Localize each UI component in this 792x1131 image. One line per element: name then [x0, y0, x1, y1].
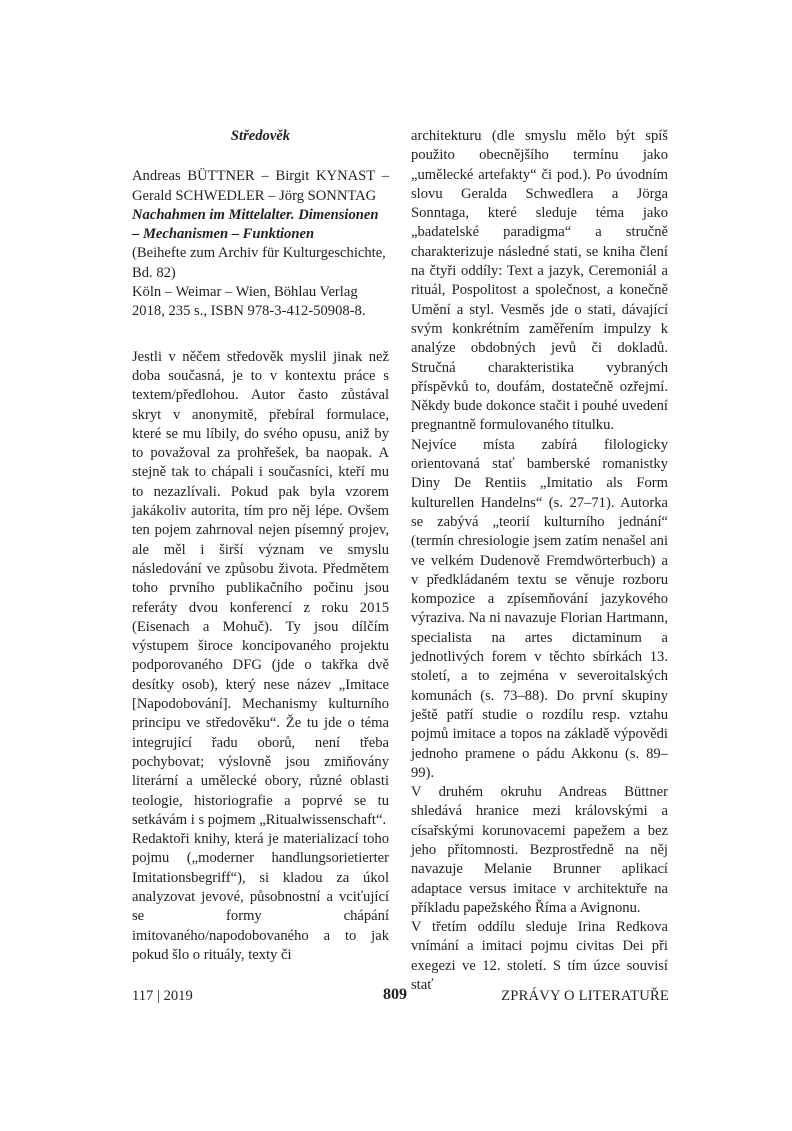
- book-title: Nachahmen im Mittelalter. Dimensionen – Mechanismen – Funktionen: [132, 206, 379, 243]
- book-authors: Andreas BÜTTNER – Birgit KYNAST – Gerald SCHWEDLER – Jörg SONNTAG: [132, 168, 389, 204]
- paragraph: architekturu (dle smyslu mělo být spíš použito obecnějšího termínu jako „umělecké artefakty“ či pod.). Po úvodním slovu Geralda Schwedlera a Jörga Sonntaga, které sleduje téma jako „badatelské paradigma“ a stručně charakterizuje následné stati, se kniha člení na čtyři oddíly: Text a jazyk, Ceremoniál a rituál, Pospolitost a společnost, a konečně Umění a styl. Vesměs jde o stati, dávající svým konkrétním zaměřením impulzy k analýze obdobných jevů či dokladů. Stručná charakteristika vybraných příspěvků to, doufám, dostatečně ozřejmí. Někdy bude dokonce stačit i pouhé uvedení pregnantně formulovaného titulku.: [411, 128, 668, 434]
- paragraph: Redaktoři knihy, která je materializací toho pojmu („moderner handlungsorietierter Imitationsbegriff“), si kladou za úkol analyzovat jevové, působnostní a vciťující se formy chápání imitovaného/napodobovaného a to jak pokud šlo o rituály, texty či: [132, 831, 389, 963]
- issue-folio: 117 | 2019: [132, 988, 193, 1004]
- paragraph: Nejvíce místa zabírá filologicky orientovaná stať bamberské romanistky Diny De Rentiis „Imitatio als Form kulturellen Handelns“ (s. 27–71). Autorka se zabývá „teorií kulturního jednání“ (termín chresiologie jsem zatím nenašel ani ve velkém Dudenově Fremdwörterbuch) a v předkládaném textu se věnuje rozboru kompozice a zpísemňování jazykového výraziva. Na ni navazuje Florian Hartmann, specialista na artes dictaminum a jednotlivých forem v těchto sbírkách 13. století, a to zejména v severoitalských komunách (s. 73–88). Do první skupiny ještě patří studie o rozdílu resp. vztahu pojmů imitace a topos na základě výpovědi jednoho pramene o pádu Akkonu (s. 89–99).: [411, 436, 668, 781]
- paragraph: V druhém okruhu Andreas Büttner shledává hranice mezi královskými a císařskými korunovacemi papežem a bez jeho přítomnosti. Bezprostředně na něj navazuje Melanie Brunner aplikací adaptace versus imitace v architektuře na příkladu papežského Říma a Avignonu.: [411, 784, 668, 916]
- right-column: [411, 127, 668, 995]
- journal-name: ZPRÁVY O LITERATUŘE: [501, 988, 669, 1004]
- left-column: [132, 127, 389, 965]
- page-number: 809: [383, 986, 407, 1003]
- paragraph: Jestli v něčem středověk myslil jinak než doba současná, je to v kontextu práce s textem/předlohou. Autor často zůstával skryt v anonymitě, přebíral formulace, které se mu líbily, do svého opusu, aniž by to považoval za prohřešek, ba naopak. A stejně tak to chápali i současníci, kteří mu to nezazlívali. Pokud pak byla vzorem jakákoliv autorita, tím pro něj lépe. Ovšem ten pojem zahrnoval nejen písemný projev, ale měl i širší význam ve smyslu následování ve způsobu života. Předmětem toho prvního publikačního počinu jsou referáty dvou konferencí z roku 2015 (Eisenach a Mohuč). Ty jsou dílčím výstupem široce koncipovaného projektu podporovaného DFG (jde o takřka dvě desítky osob), který nese název „Imitace [Napodobování]. Mechanismy kulturního principu ve středověku“. Že tu jde o téma integrující řadu oborů, není třeba pochybovat; výslovně jsou zmiňovány literární a umělecké obory, různé oblasti teologie, historiografie a poprvé se tu setkávám i s pojmem „Ritualwissenschaft“.: [132, 348, 389, 828]
- bibliographic-entry: [132, 167, 389, 321]
- book-series: (Beihefte zum Archiv für Kulturgeschichte, Bd. 82): [132, 245, 386, 281]
- section-title: Středověk: [230, 128, 291, 144]
- book-publication: Köln – Weimar – Wien, Böhlau Verlag 2018, 235 s., ISBN 978-3-412-50908-8.: [132, 284, 366, 320]
- paragraph: V třetím oddílu sleduje Irina Redkova vnímání a imitaci pojmu civitas Dei při exegezi ve 12. století. S tím úzce souvisí stať: [411, 919, 668, 994]
